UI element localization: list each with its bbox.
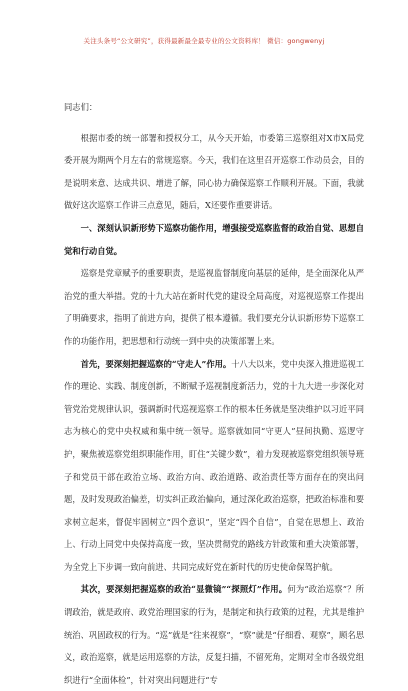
paragraph-lead: 其次，要深刻把握巡察的政治“显微镜”“探照灯”作用。 (80, 584, 288, 595)
paragraph-body: 巡察是党章赋予的重要职责，是巡视监督制度向基层的延伸，是全面深化从严治党的重大举措。党的十九大站在新时代党的建设全局高度，对巡视巡察工作提出了明确要求，指明了前进方向，提供了根本遵循。我们要充分认识新形势下巡察工作的功能作用，把思想和行动统一到中央的决策部署上来。 (64, 268, 364, 346)
section-heading: 一、深刻认识新形势下巡察功能作用，增强接受巡察监督的政治自觉、思想自觉和行动自觉。 (64, 222, 364, 256)
paragraph-text: 何为“政治巡察”？所谓政治，就是政府、政党治理国家的行为，是制定和执行政策的过程，尤其是维护统治、巩固政权的行为。“巡”就是“往来视察”，“察”就是“仔细看、观察”，顾名思义，政治巡察，就是运用巡察的方法，反复扫描，不留死角，定期对全市各级党组织进行“全面体检”，针对突出问题进行“专 (64, 584, 365, 685)
paragraph-second-point (64, 578, 364, 691)
salutation: 同志们： (64, 102, 98, 112)
paragraph-text: 十八大以来，党中央深入推进巡视工作的理论、实践、制度创新，不断赋予巡视制度新活力，党的十九大进一步深化对管党治党规律认识，强调新时代巡视巡察工作的根本任务就是坚决维护以习近平同志为核心的党中央权威和集中统一领导。巡察就如同“守更人”昼间执勤、巡逻守护，聚焦被巡察党组织职能作用，盯住“关键少数”，着力发现被巡察党组织领导班子和党员干部在政治立场、政治方向、政治道路、政治责任等方面存在的突出问题，及时发现政治偏差，切实纠正政治偏向，通过深化政治巡察，把政治标准和要求树立起来，督促牢固树立“四个意识”，坚定“四个自信”，自觉在思想上、政治上、行动上同党中央保持高度一致，坚决贯彻党的路线方针政策和重大决策部署，为全党上下步调一致向前进、共同完成好党在新时代的历史使命保驾护航。 (64, 358, 364, 572)
promo-banner: 关注头条号“公文研究”，获得最新最全最专业的公文资料库！ 微信：gongwenyj (83, 37, 325, 45)
document-body (64, 96, 364, 691)
paragraph-lead: 首先，要深刻把握巡察的“守走人”作用。 (80, 358, 232, 369)
paragraph-intro: 根据市委的统一部署和授权分工，从今天开始，市委第三巡察组对X市X局党委开展为期两个月左右的常规巡察。今天，我们在这里召开巡察工作动员会，目的是说明来意、达成共识、增进了解，同心协力确保巡察工作顺利开展。下面，我就做好这次巡察工作讲三点意见，随后，X还要作重要讲话。 (64, 132, 364, 211)
paragraph-first-point (64, 353, 364, 579)
